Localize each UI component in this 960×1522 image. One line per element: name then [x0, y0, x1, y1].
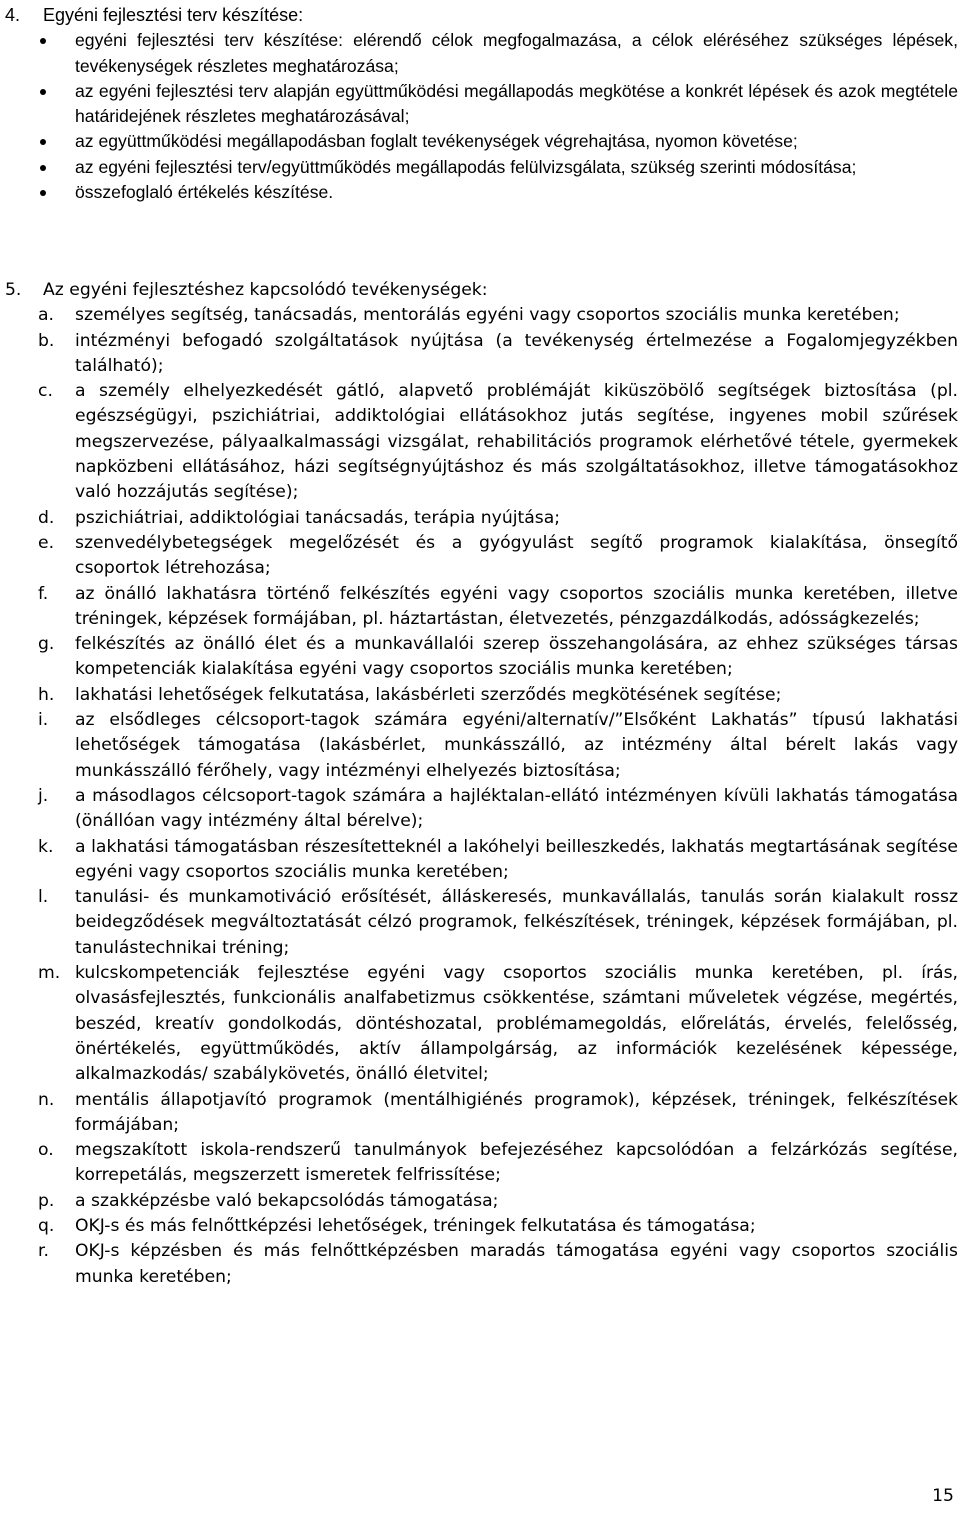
item-text: pszichiátriai, addiktológiai tanácsadás, terápia nyújtása;	[75, 507, 561, 528]
section-number: 4.	[5, 5, 21, 25]
list-item: összefoglaló értékelés készítése.	[0, 180, 958, 205]
item-letter: q.	[38, 1215, 55, 1236]
item-text: szenvedélybetegségek megelőzését és a gyógyulást segítő programok kialakítása, önsegítő csoportok létrehozása;	[75, 532, 958, 579]
section-number: 5.	[5, 280, 22, 300]
item-letter: e.	[38, 532, 55, 553]
list-item	[0, 632, 958, 683]
list-item	[0, 784, 958, 835]
item-text: az elsődleges célcsoport-tagok számára egyéni/alternatív/”Elsőként Lakhatás” típusú lakhatási lehetőségek támogatása (lakásbérlet, munkásszálló, az intézmény által bérelt lakás vagy munkásszálló férőhely, vagy intézményi elhelyezés biztosítása;	[75, 710, 958, 781]
list-item: az egyéni fejlesztési terv/együttműködés megállapodás felülvizsgálata, szükség szerinti módosítása;	[0, 155, 958, 180]
list-item: az egyéni fejlesztési terv alapján együttműködési megállapodás megkötése a konkrét lépések és azok megtétele határidejének részletes meghatározásával;	[0, 79, 958, 130]
list-item	[0, 683, 958, 708]
section-5-heading	[0, 278, 958, 303]
section-5	[0, 278, 958, 1290]
item-letter: o.	[38, 1140, 54, 1161]
item-text: intézményi befogadó szolgáltatások nyújtása (a tevékenység értelmezése a Fogalomjegyzékben található);	[75, 330, 958, 376]
section-title: Az egyéni fejlesztéshez kapcsolódó tevékenységek:	[43, 280, 488, 300]
list-item	[0, 1189, 958, 1214]
list-item	[0, 1138, 958, 1189]
list-item	[0, 531, 958, 582]
lettered-list	[0, 303, 958, 1290]
bullet-icon	[0, 180, 75, 205]
list-item	[0, 329, 958, 380]
item-text: a személy elhelyezkedését gátló, alapvető problémáját kiküszöbölő segítségek biztosítása (pl. egészségügyi, pszichiátriai, addiktológiai ellátásokhoz jutás segítése, ingyenes mobil szűrések megszervezése, pályaalkalmassági vizsgálat, rehabilitációs programok elérhetővé tétele, gyermekek napközbeni ellátásához, házi segítségnyújtáshoz és más szolgáltatásokhoz, illetve támogatásokhoz való hozzájutás segítése);	[75, 381, 958, 503]
bullet-icon	[0, 155, 75, 180]
list-item	[0, 379, 958, 505]
list-item: az együttműködési megállapodásban foglalt tevékenységek végrehajtása, nyomon követése;	[0, 129, 958, 154]
bullet-list	[0, 28, 958, 205]
item-letter: g.	[38, 634, 55, 655]
item-letter: n.	[38, 1089, 55, 1110]
item-text: felkészítés az önálló élet és a munkavállalói szerep összehangolására, az ehhez szükséges társas kompetenciák kialakítása egyéni vagy csoportos szociális munka keretében;	[75, 634, 958, 680]
section-4-heading	[0, 3, 958, 28]
item-text: megszakított iskola-rendszerű tanulmányok befejezéséhez kapcsolódóan a felzárkózás segítése, korrepetálás, megszerzett ismeretek felfrissítése;	[75, 1140, 958, 1186]
item-text: tanulási- és munkamotiváció erősítését, álláskeresés, munkavállalás, tanulás során kialakult rossz beidegződések megváltoztatását célzó programok, felkészítések, tréningek, képzések formájában, pl. tanulástechnikai tréning;	[75, 887, 958, 958]
item-letter: b.	[38, 330, 55, 351]
item-text: személyes segítség, tanácsadás, mentorálás egyéni vagy csoportos szociális munka keretében;	[75, 305, 900, 326]
item-text: az önálló lakhatásra történő felkészítés egyéni vagy csoportos szociális munka keretében, illetve tréningek, képzések formájában, pl. háztartástan, életvezetés, pénzgazdálkodás, adósságkezelés;	[75, 583, 958, 629]
list-item	[0, 1088, 958, 1139]
item-text: lakhatási lehetőségek felkutatása, lakásbérleti szerződés megkötésének segítése;	[75, 684, 782, 705]
list-item	[0, 885, 958, 961]
item-text: mentális állapotjavító programok (mentálhigiénés programok), képzések, tréningek, felkészítések formájában;	[75, 1089, 958, 1135]
page-number: 15	[932, 1486, 954, 1506]
list-item	[0, 506, 958, 531]
item-text: a szakképzésbe való bekapcsolódás támogatása;	[75, 1190, 499, 1211]
list-item: egyéni fejlesztési terv készítése: elérendő célok megfogalmazása, a célok eléréséhez szükséges lépések, tevékenységek részletes meghatározása;	[0, 28, 958, 79]
list-item	[0, 303, 958, 328]
item-letter: d.	[38, 507, 55, 528]
list-item	[0, 1214, 958, 1239]
item-letter: l.	[38, 887, 49, 908]
list-item	[0, 835, 958, 886]
item-letter: p.	[38, 1190, 55, 1211]
item-text: OKJ-s képzésben és más felnőttképzésben maradás támogatása egyéni vagy csoportos szociális munka keretében;	[75, 1241, 958, 1287]
item-letter: j.	[38, 785, 49, 806]
item-letter: h.	[38, 684, 55, 705]
item-letter: f.	[38, 583, 49, 604]
item-text: a másodlagos célcsoport-tagok számára a hajléktalan-ellátó intézményen kívüli lakhatás támogatása (önállóan vagy intézmény által bérelve);	[75, 785, 958, 832]
bullet-icon	[0, 129, 75, 154]
item-letter: r.	[38, 1241, 49, 1262]
item-text: a lakhatási támogatásban részesítetteknél a lakóhelyi beilleszkedés, lakhatás megtartásának segítése egyéni vagy csoportos szociális munka keretében;	[75, 836, 958, 882]
item-letter: m.	[38, 963, 61, 984]
list-item	[0, 708, 958, 784]
list-item	[0, 582, 958, 633]
list-item	[0, 961, 958, 1087]
item-letter: i.	[38, 710, 49, 731]
bullet-icon	[0, 79, 75, 130]
item-text: kulcskompetenciák fejlesztése egyéni vagy csoportos szociális munka keretében, pl. írás, olvasásfejlesztés, funkcionális analfabetizmus csökkentése, számtani műveletek végzése, megértés, beszéd, kreatív gondolkodás, döntéshozatal, problémamegoldás, előrelátás, érvelés, felelősség, önértékelés, együttműködés, aktív állampolgárság, az információk kezelésének képessége, alkalmazkodás/ szabálykövetés, önálló életvitel;	[75, 963, 958, 1085]
item-text: OKJ-s és más felnőttképzési lehetőségek, tréningek felkutatása és támogatása;	[75, 1215, 756, 1236]
item-letter: a.	[38, 305, 54, 326]
item-letter: k.	[38, 836, 54, 857]
item-letter: c.	[38, 381, 53, 402]
list-item	[0, 1239, 958, 1290]
bullet-icon	[0, 28, 75, 79]
section-title: Egyéni fejlesztési terv készítése:	[43, 5, 304, 25]
section-4	[0, 3, 958, 205]
